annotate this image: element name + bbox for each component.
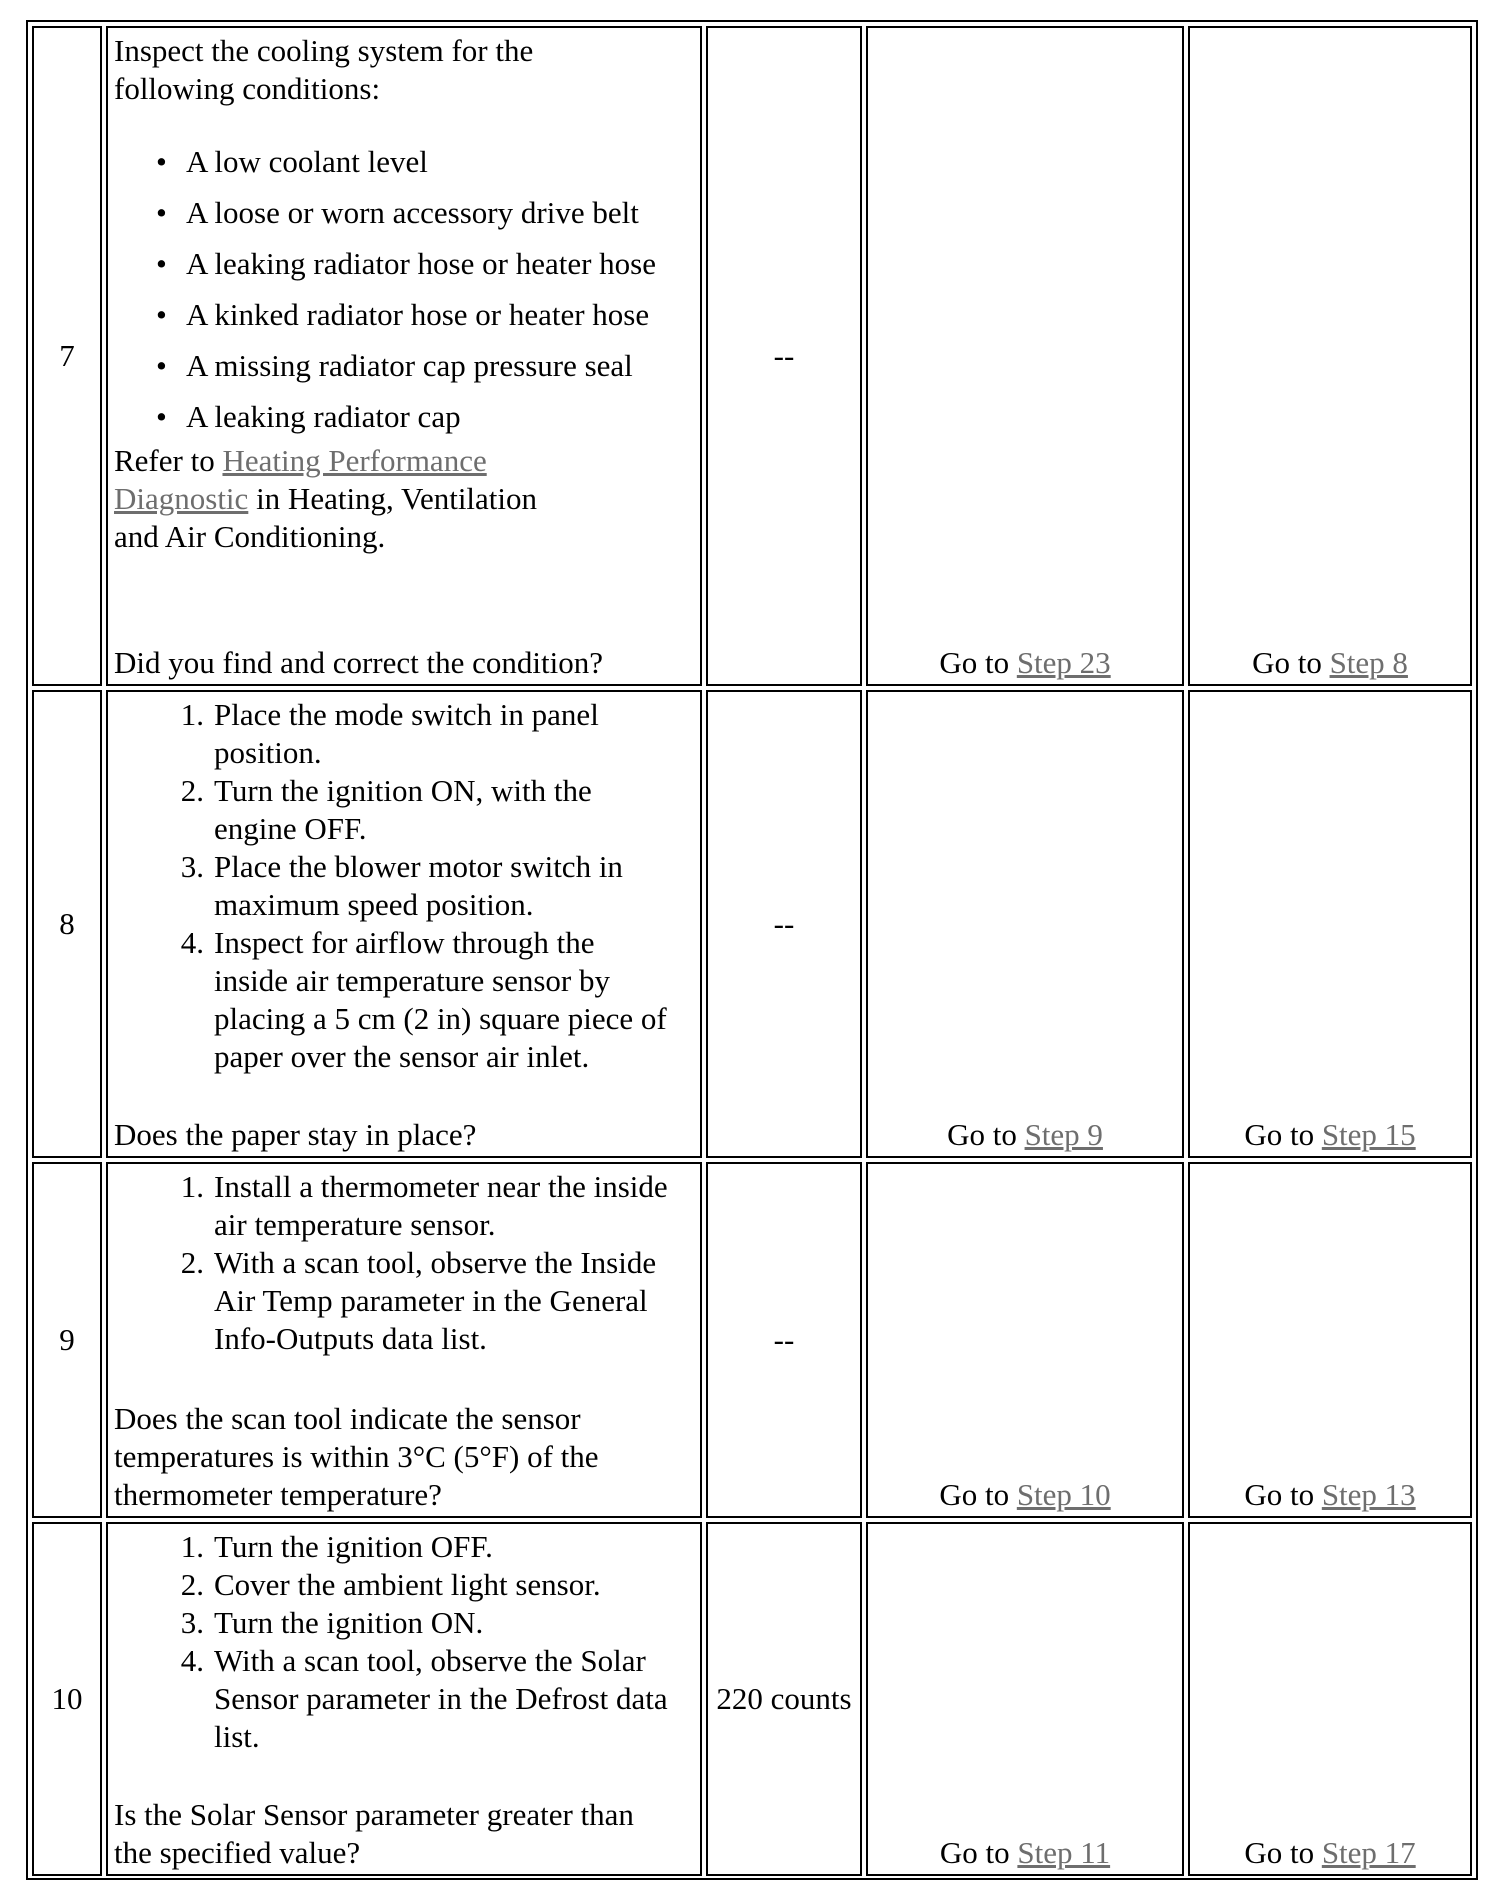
action-list: [114, 696, 674, 1076]
yes-step-link[interactable]: Step 10: [1016, 1477, 1111, 1512]
list-item: • A kinked radiator hose or heater hose: [156, 297, 650, 332]
value-cell: [706, 690, 862, 1158]
go-to-label: Go to: [939, 1477, 1017, 1512]
list-item: 3. Turn the ignition ON.: [180, 1605, 484, 1640]
step-number: 7: [59, 338, 75, 373]
go-to-label: Go to: [1252, 645, 1330, 680]
list-item: 2. Turn the ignition ON, with the engine OFF.: [180, 773, 592, 846]
no-step-link[interactable]: Step 15: [1321, 1117, 1416, 1152]
no-cell: [1188, 26, 1472, 686]
list-item: • A leaking radiator cap: [156, 399, 461, 434]
action-cell: [106, 690, 702, 1158]
no-cell: [1188, 1162, 1472, 1518]
reference-text: Refer to Heating Performance Diagnostic in Heating, Ventilation and Air Conditioning.: [114, 443, 538, 554]
go-to-label: Go to: [1244, 1117, 1322, 1152]
action-list: [114, 1168, 700, 1358]
list-item: 4. With a scan tool, observe the Solar Sensor parameter in the Defrost data list.: [180, 1643, 668, 1754]
go-to-label: Go to: [939, 645, 1017, 680]
list-item: 2. Cover the ambient light sensor.: [180, 1567, 601, 1602]
step-number: 9: [59, 1322, 75, 1357]
no-step-link[interactable]: Step 17: [1321, 1835, 1416, 1870]
value-text: --: [773, 1322, 795, 1357]
condition-list: [114, 136, 696, 442]
list-item: 1. Place the mode switch in panel position.: [180, 697, 599, 770]
list-item: 1. Install a thermometer near the inside air temperature sensor.: [180, 1169, 668, 1242]
no-cell: [1188, 690, 1472, 1158]
list-item: • A low coolant level: [156, 144, 428, 179]
value-cell: [706, 1162, 862, 1518]
list-item: 4. Inspect for airflow through the inside air temperature sensor by placing a 5 cm (2 in) square piece of paper over the sensor air inlet.: [180, 925, 667, 1074]
no-cell: [1188, 1522, 1472, 1876]
yes-cell: [866, 1162, 1184, 1518]
list-item: 3. Place the blower motor switch in maximum speed position.: [180, 849, 623, 922]
yes-step-link[interactable]: Step 9: [1024, 1117, 1103, 1152]
value-text: --: [773, 338, 795, 373]
question-text: Does the paper stay in place?: [114, 1117, 477, 1152]
diagnostic-table: [26, 20, 1478, 1880]
action-cell: [106, 1522, 702, 1876]
go-to-label: Go to: [939, 1835, 1018, 1870]
action-list: [114, 1528, 700, 1756]
list-item: 2. With a scan tool, observe the Inside Air Temp parameter in the General Info-Outputs data list.: [180, 1245, 657, 1356]
go-to-label: Go to: [1244, 1835, 1322, 1870]
go-to-label: Go to: [947, 1117, 1025, 1152]
action-intro: Inspect the cooling system for the following conditions:: [114, 33, 534, 106]
list-item: 1. Turn the ignition OFF.: [180, 1529, 493, 1564]
go-to-label: Go to: [1244, 1477, 1322, 1512]
value-cell: [706, 26, 862, 686]
action-cell: [106, 1162, 702, 1518]
yes-cell: [866, 690, 1184, 1158]
list-item: • A missing radiator cap pressure seal: [156, 348, 633, 383]
no-step-link[interactable]: Step 8: [1329, 645, 1408, 680]
step-number-cell: [32, 1162, 102, 1518]
question-text: Does the scan tool indicate the sensor temperatures is within 3°C (5°F) of the thermometer temperature?: [114, 1401, 599, 1512]
question-text: Did you find and correct the condition?: [114, 645, 603, 680]
value-text: --: [773, 906, 795, 941]
step-number-cell: [32, 1522, 102, 1876]
list-item: • A leaking radiator hose or heater hose: [156, 246, 656, 281]
value-cell: [706, 1522, 862, 1876]
step-number: 10: [51, 1681, 83, 1716]
yes-cell: [866, 26, 1184, 686]
heating-performance-link[interactable]: Heating Performance Diagnostic: [114, 443, 487, 516]
value-text: 220 counts: [716, 1681, 852, 1716]
yes-step-link[interactable]: Step 23: [1016, 645, 1111, 680]
no-step-link[interactable]: Step 13: [1321, 1477, 1416, 1512]
yes-step-link[interactable]: Step 11: [1017, 1835, 1111, 1870]
yes-cell: [866, 1522, 1184, 1876]
question-text: Is the Solar Sensor parameter greater than the specified value?: [114, 1797, 634, 1870]
step-number-cell: [32, 26, 102, 686]
step-number: 8: [59, 906, 75, 941]
step-number-cell: [32, 690, 102, 1158]
action-cell: [106, 26, 702, 686]
list-item: • A loose or worn accessory drive belt: [156, 195, 639, 230]
